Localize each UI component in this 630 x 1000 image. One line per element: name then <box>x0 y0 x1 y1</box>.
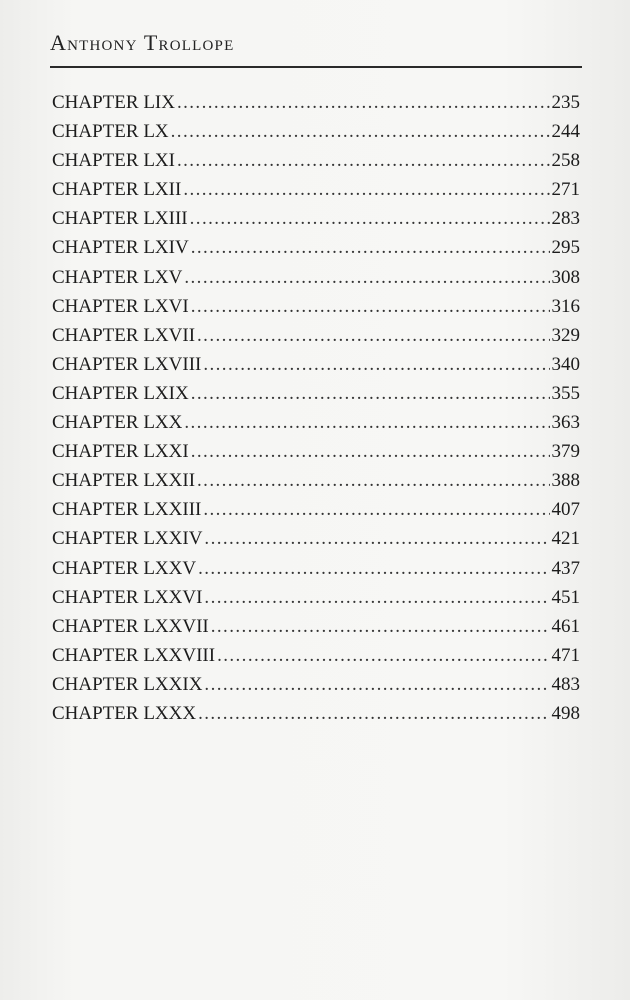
toc-page-number: 388 <box>551 470 580 492</box>
toc-page-number: 421 <box>551 528 580 550</box>
toc-chapter-label: CHAPTER LXIX <box>52 382 189 404</box>
toc-page-number: 258 <box>551 150 580 172</box>
toc-page-number: 244 <box>551 121 580 143</box>
toc-entry <box>52 237 580 266</box>
toc-page-number: 316 <box>551 295 580 317</box>
toc-page-number: 451 <box>551 586 580 608</box>
toc-entry <box>52 703 580 732</box>
toc-dot-leader <box>191 296 550 318</box>
toc-entry <box>52 267 580 296</box>
toc-chapter-label: CHAPTER LIX <box>52 92 175 113</box>
toc-chapter-label: CHAPTER LXI <box>52 150 175 172</box>
toc-entry <box>52 528 580 557</box>
toc-page-number: 498 <box>551 702 580 724</box>
toc-entry <box>52 325 580 354</box>
toc-page-number: 483 <box>551 673 580 695</box>
toc-dot-leader <box>204 674 549 696</box>
toc-page-number: 437 <box>551 557 580 579</box>
toc-chapter-label: CHAPTER LXXIV <box>52 528 203 550</box>
toc-entry <box>52 354 580 383</box>
toc-dot-leader <box>204 587 549 609</box>
toc-entry <box>52 383 580 412</box>
toc-dot-leader <box>177 150 550 172</box>
toc-page-number: 329 <box>551 324 580 346</box>
toc-entry <box>52 179 580 208</box>
toc-chapter-label: CHAPTER LXIV <box>52 237 189 259</box>
toc-dot-leader <box>211 616 550 638</box>
toc-dot-leader <box>198 558 549 580</box>
toc-chapter-label: CHAPTER LXXIII <box>52 499 202 521</box>
toc-chapter-label: CHAPTER LXXVII <box>52 615 209 637</box>
toc-entry <box>52 121 580 150</box>
toc-chapter-label: CHAPTER LXV <box>52 266 183 288</box>
toc-page-number: 340 <box>551 353 580 375</box>
toc-page-number: 363 <box>551 412 580 434</box>
toc-dot-leader <box>191 383 550 405</box>
toc-chapter-label: CHAPTER LXXV <box>52 557 197 579</box>
toc-dot-leader <box>191 237 550 259</box>
toc-dot-leader <box>203 499 549 521</box>
toc-entry <box>52 441 580 470</box>
toc-entry <box>52 558 580 587</box>
toc-chapter-label: CHAPTER LXIII <box>52 208 188 230</box>
toc-dot-leader <box>203 354 549 376</box>
toc-dot-leader <box>204 528 549 550</box>
running-head: Anthony Trollope <box>50 30 235 55</box>
toc-chapter-label: CHAPTER LXVI <box>52 295 189 317</box>
toc-page-number: 295 <box>551 237 580 259</box>
header-rule <box>50 66 582 68</box>
toc-dot-leader <box>184 267 549 289</box>
toc-dot-leader <box>191 441 550 463</box>
toc-chapter-label: CHAPTER LXVIII <box>52 353 202 375</box>
toc-dot-leader <box>217 645 549 667</box>
toc-chapter-label: CHAPTER LX <box>52 121 169 143</box>
toc-dot-leader <box>177 92 550 114</box>
toc-page-number: 407 <box>551 499 580 521</box>
toc-page-number: 308 <box>551 266 580 288</box>
toc-dot-leader <box>184 412 549 434</box>
toc-entry <box>52 92 580 121</box>
toc-entry <box>52 587 580 616</box>
toc-page-number: 461 <box>551 615 580 637</box>
toc-chapter-label: CHAPTER LXXVI <box>52 586 203 608</box>
toc-page-number: 271 <box>551 179 580 201</box>
toc-page-number: 235 <box>551 92 580 113</box>
toc-chapter-label: CHAPTER LXXI <box>52 441 189 463</box>
toc-dot-leader <box>197 470 549 492</box>
toc-entry <box>52 412 580 441</box>
toc-page-number: 283 <box>551 208 580 230</box>
toc-page-number: 471 <box>551 644 580 666</box>
toc-dot-leader <box>190 208 550 230</box>
toc-chapter-label: CHAPTER LXXIX <box>52 673 203 695</box>
toc-entry <box>52 645 580 674</box>
toc-page-number: 355 <box>551 382 580 404</box>
toc-chapter-label: CHAPTER LXVII <box>52 324 196 346</box>
toc-entry <box>52 616 580 645</box>
toc-page-number: 379 <box>551 441 580 463</box>
toc-entry <box>52 470 580 499</box>
table-of-contents <box>52 92 580 732</box>
toc-chapter-label: CHAPTER LXII <box>52 179 182 201</box>
toc-dot-leader <box>197 325 549 347</box>
toc-dot-leader <box>171 121 550 143</box>
toc-chapter-label: CHAPTER LXX <box>52 412 183 434</box>
toc-chapter-label: CHAPTER LXXX <box>52 702 197 724</box>
toc-entry <box>52 674 580 703</box>
toc-entry <box>52 296 580 325</box>
toc-entry <box>52 499 580 528</box>
toc-entry <box>52 208 580 237</box>
toc-chapter-label: CHAPTER LXXVIII <box>52 644 216 666</box>
toc-entry <box>52 150 580 179</box>
toc-chapter-label: CHAPTER LXXII <box>52 470 196 492</box>
toc-dot-leader <box>183 179 549 201</box>
toc-dot-leader <box>198 703 549 725</box>
